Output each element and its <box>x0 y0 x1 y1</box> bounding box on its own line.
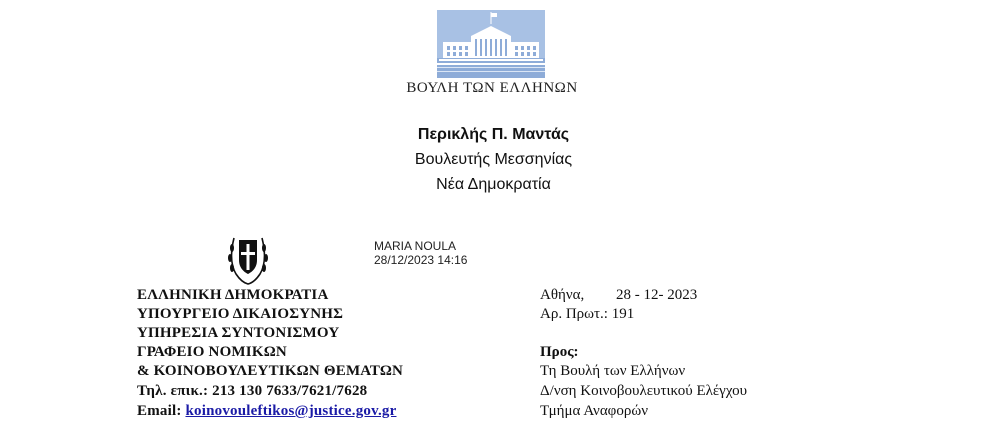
recipient-label: Προς: <box>540 344 579 360</box>
email-label: Email: <box>137 403 182 419</box>
parliament-logo-caption: ΒΟΥΛΗ ΤΩΝ ΕΛΛΗΝΩΝ <box>406 80 578 96</box>
parliament-logo-icon <box>437 10 545 78</box>
letter-place: Αθήνα, <box>540 287 585 303</box>
ministry-line: & ΚΟΙΝΟΒΟΥΛΕΥΤΙΚΩΝ ΘΕΜΑΤΩΝ <box>137 363 404 379</box>
greek-coat-of-arms-icon <box>226 230 270 286</box>
ministry-telephone: Τηλ. επικ.: 213 130 7633/7621/7628 <box>137 383 368 399</box>
email-link[interactable]: koinovouleftikos@justice.gov.gr <box>185 403 397 419</box>
mp-party: Νέα Δημοκρατία <box>436 176 551 193</box>
signature-name: MARIA NOULA <box>374 239 457 253</box>
mp-name: Περικλής Π. Μαντάς <box>417 126 570 143</box>
ministry-line: ΓΡΑΦΕΙΟ ΝΟΜΙΚΩΝ <box>137 344 287 360</box>
recipient-line: Δ/νση Κοινοβουλευτικού Ελέγχου <box>540 383 748 399</box>
ministry-line: ΥΠΟΥΡΓΕΙΟ ΔΙΚΑΙΟΣΥΝΗΣ <box>137 306 344 322</box>
ministry-email-row <box>137 403 396 420</box>
protocol-number: Αρ. Πρωτ.: 191 <box>540 306 635 322</box>
letter-date: 28 - 12- 2023 <box>616 287 698 303</box>
recipient-line: Τη Βουλή των Ελλήνων <box>540 363 686 379</box>
mp-title: Βουλευτής Μεσσηνίας <box>414 151 573 168</box>
signature-datetime: 28/12/2023 14:16 <box>374 253 468 267</box>
ministry-line: ΥΠΗΡΕΣΙΑ ΣΥΝΤΟΝΙΣΜΟΥ <box>137 325 340 341</box>
date-line <box>540 287 697 304</box>
recipient-line: Τμήμα Αναφορών <box>540 403 648 419</box>
ministry-line: ΕΛΛΗΝΙΚΗ ΔΗΜΟΚΡΑΤΙΑ <box>137 287 329 303</box>
